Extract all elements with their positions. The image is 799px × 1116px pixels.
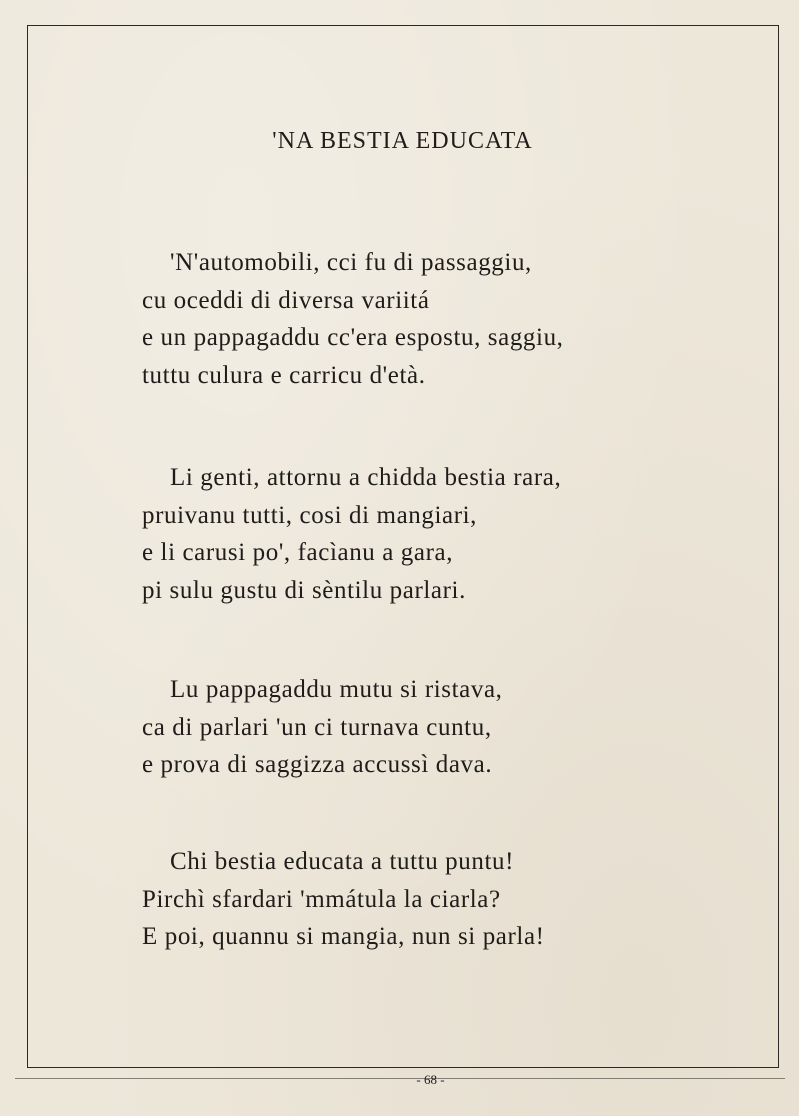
stanza-line: Lu pappagaddu mutu si ristava, xyxy=(170,676,503,703)
stanza-line: pi sulu gustu di sèntilu parlari. xyxy=(142,576,466,604)
stanza-line: cu oceddi di diversa variitá xyxy=(142,286,430,314)
stanza-1 xyxy=(142,244,742,394)
stanza-line: 'N'automobili, cci fu di passaggiu, xyxy=(170,249,532,276)
stanza-line: Li genti, attornu a chidda bestia rara, xyxy=(170,464,562,491)
stanza-line: Pirchì sfardari 'mmátula la ciarla? xyxy=(142,885,501,913)
stanza-4 xyxy=(142,843,742,956)
page-number: - 68 - xyxy=(416,1072,445,1087)
stanza-2 xyxy=(142,459,742,609)
stanza-line: ca di parlari 'un ci turnava cuntu, xyxy=(142,713,492,741)
stanza-line: e un pappagaddu cc'era espostu, saggiu, xyxy=(142,324,564,351)
stanza-line: e li carusi po', facìanu a gara, xyxy=(142,539,454,566)
stanza-line: pruivanu tutti, cosi di mangiari, xyxy=(142,501,478,529)
frame-bottom-rule xyxy=(27,1067,779,1068)
stanza-line: Chi bestia educata a tuttu puntu! xyxy=(170,848,515,875)
poem-title: 'NA BESTIA EDUCATA xyxy=(272,128,533,154)
stanza-line: e prova di saggizza accussì dava. xyxy=(142,751,493,778)
stanza-3 xyxy=(142,671,742,784)
stanza-line: tuttu culura e carricu d'età. xyxy=(142,361,426,389)
stanza-line: E poi, quannu si mangia, nun si parla! xyxy=(142,923,545,950)
